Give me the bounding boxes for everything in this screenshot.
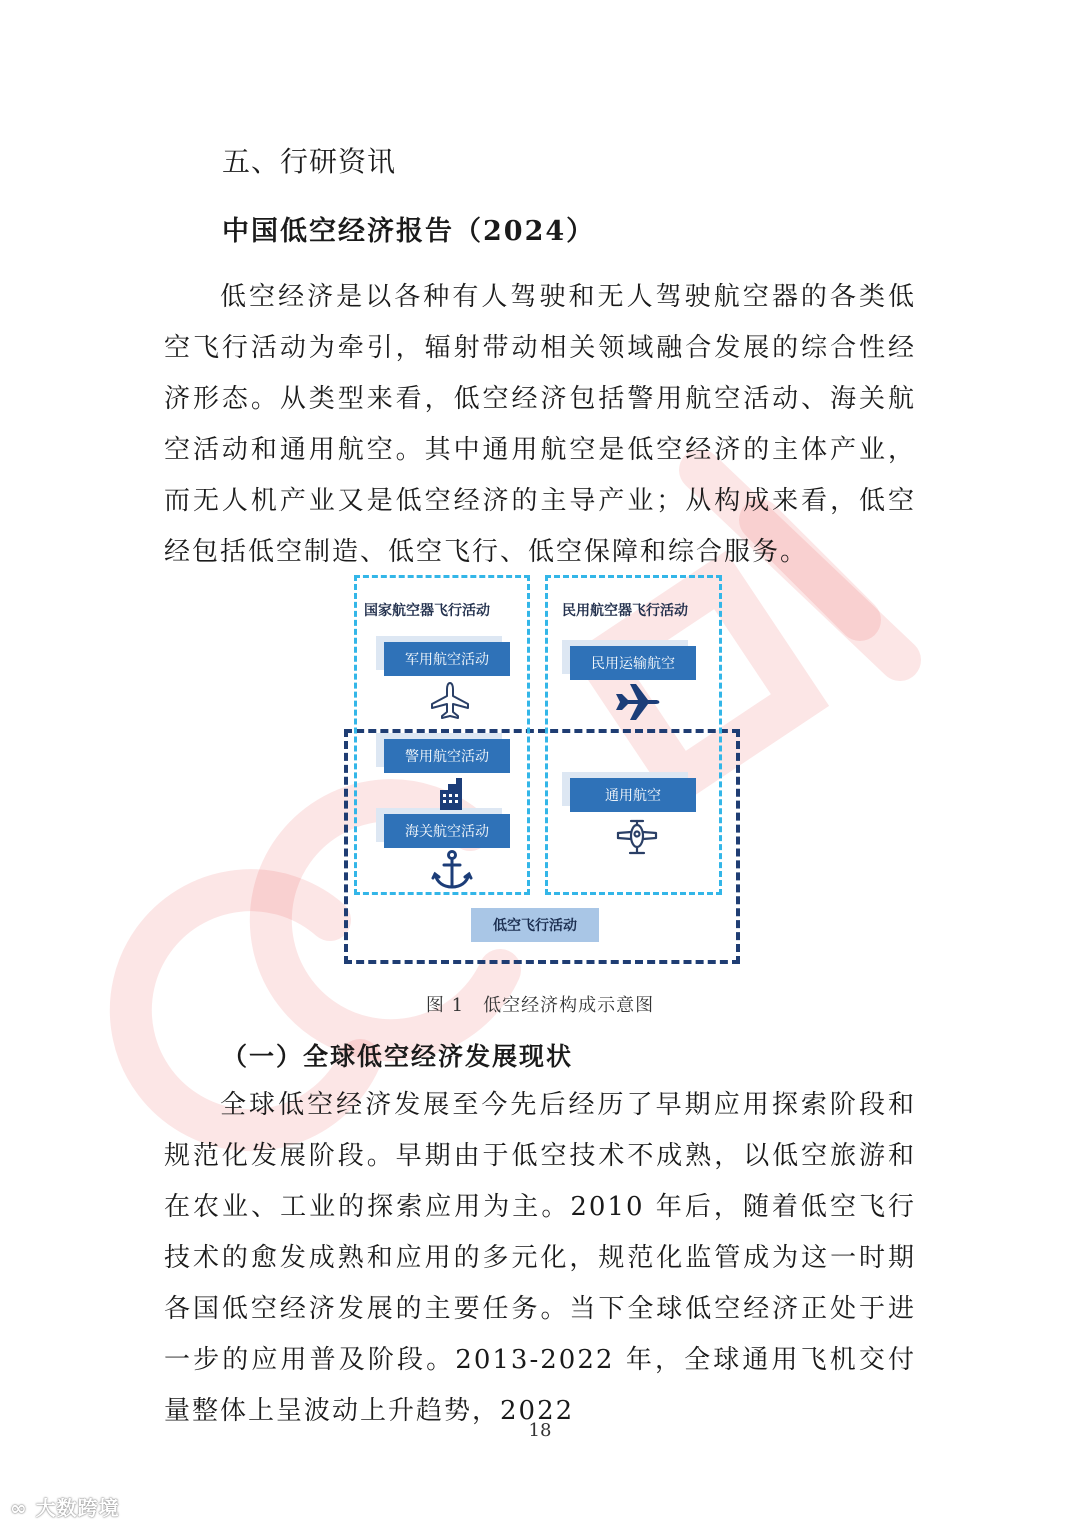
intro-paragraph: 低空经济是以各种有人驾驶和无人驾驶航空器的各类低空飞行活动为牵引，辐射带动相关领域融合发展的综合性经济形态。从类型来看，低空经济包括警用航空活动、海关航空活动和通用航空。其中通用航空是低空经济的主体产业，而无人机产业又是低空经济的主导产业；从构成来看，低空经包括低空制造、低空飞行、低空保障和综合服务。: [164, 282, 916, 567]
police-aviation-tag: 警用航空活动: [384, 739, 510, 773]
report-title: 中国低空经济报告（2024）: [222, 216, 596, 247]
propeller-plane-icon: [614, 818, 660, 858]
customs-aviation-tag: 海关航空活动: [384, 814, 510, 848]
low-altitude-economy-diagram: [340, 572, 742, 966]
airplane-outline-icon: [428, 680, 472, 720]
military-aviation-tag: 军用航空活动: [384, 642, 510, 676]
page-number: 18: [528, 1420, 552, 1441]
anchor-icon: [430, 850, 474, 890]
low-altitude-flight-tag: 低空飞行活动: [471, 908, 599, 942]
corner-logo-text: 大数跨境: [35, 1496, 120, 1520]
building-icon: [438, 776, 466, 810]
logo-icon: ∞: [10, 1496, 36, 1520]
figure-caption: 图 1 低空经济构成示意图: [425, 995, 655, 1016]
civil-box-title: 民用航空器飞行活动: [562, 603, 688, 619]
general-aviation-tag: 通用航空: [570, 778, 696, 812]
global-status-paragraph: 全球低空经济发展至今先后经历了早期应用探索阶段和规范化发展阶段。早期由于低空技术不成熟，以低空旅游和在农业、工业的探索应用为主。2010 年后，随着低空飞行技术的愈发成熟和应用的多元化，规范化监管成为这一时期各国低空经济发展的主要任务。当下全球低空经济正处于进一步的应用普及阶段。2013-2022 年，全球通用飞机交付量整体上呈波动上升趋势，2022: [164, 1090, 916, 1426]
subsection-heading: （一）全球低空经济发展现状: [222, 1042, 574, 1071]
section-heading: 五、行研资讯: [222, 145, 397, 178]
airplane-solid-icon: [612, 682, 662, 722]
corner-logo: [10, 1492, 120, 1521]
civil-transport-tag: 民用运输航空: [570, 646, 696, 680]
national-box-title: 国家航空器飞行活动: [364, 603, 490, 619]
